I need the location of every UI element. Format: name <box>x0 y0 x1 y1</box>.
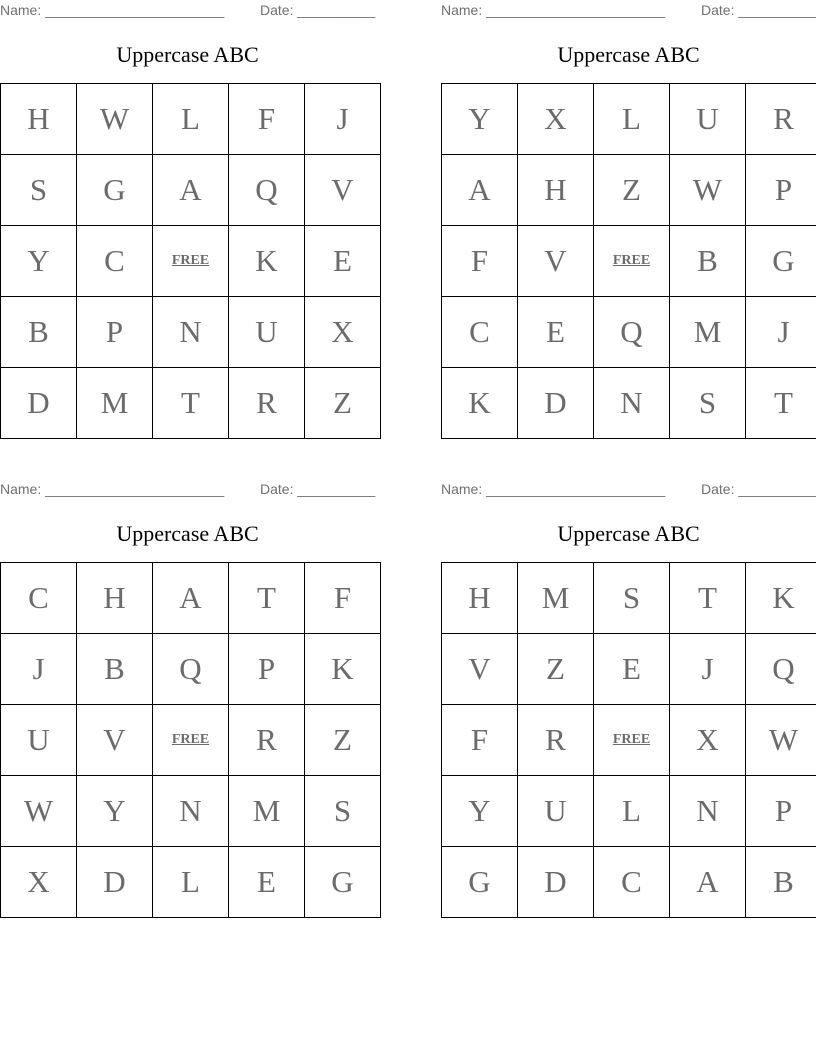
grid-cell[interactable]: Z <box>305 368 381 439</box>
grid-cell[interactable]: C <box>77 226 153 297</box>
grid-cell[interactable]: K <box>229 226 305 297</box>
grid-cell[interactable]: K <box>442 368 518 439</box>
grid-cell[interactable]: Q <box>594 297 670 368</box>
grid-cell[interactable]: E <box>518 297 594 368</box>
grid-row <box>1 776 381 847</box>
card-header <box>441 481 816 499</box>
grid-cell[interactable]: S <box>594 563 670 634</box>
bingo-grid <box>0 83 381 439</box>
date-field[interactable]: Date: __________ <box>701 481 816 497</box>
grid-cell[interactable]: H <box>442 563 518 634</box>
grid-cell[interactable]: D <box>518 368 594 439</box>
grid-cell[interactable]: P <box>746 776 816 847</box>
grid-cell[interactable]: B <box>746 847 816 918</box>
grid-row <box>1 563 381 634</box>
grid-cell[interactable]: V <box>518 226 594 297</box>
grid-cell[interactable]: D <box>518 847 594 918</box>
card-title: Uppercase ABC <box>116 521 259 546</box>
grid-cell[interactable]: W <box>746 705 816 776</box>
grid-cell[interactable]: B <box>670 226 746 297</box>
grid-row <box>1 297 381 368</box>
bingo-grid <box>0 562 381 918</box>
grid-cell[interactable]: A <box>670 847 746 918</box>
grid-cell[interactable]: W <box>670 155 746 226</box>
grid-cell[interactable]: A <box>153 155 229 226</box>
grid-row <box>1 705 381 776</box>
grid-cell[interactable]: Q <box>229 155 305 226</box>
grid-cell[interactable]: P <box>229 634 305 705</box>
grid-cell[interactable]: U <box>1 705 77 776</box>
bingo-grid <box>441 562 816 918</box>
grid-cell[interactable]: L <box>153 847 229 918</box>
grid-cell[interactable]: F <box>442 705 518 776</box>
date-field[interactable]: Date: __________ <box>701 2 816 18</box>
grid-row <box>1 368 381 439</box>
grid-cell[interactable]: Q <box>746 634 816 705</box>
grid-cell[interactable]: P <box>746 155 816 226</box>
grid-cell[interactable]: Z <box>594 155 670 226</box>
grid-cell[interactable]: X <box>518 84 594 155</box>
grid-cell[interactable]: X <box>305 297 381 368</box>
grid-cell[interactable]: X <box>1 847 77 918</box>
name-field[interactable]: Name: _______________________ <box>0 481 225 497</box>
grid-cell[interactable]: Q <box>153 634 229 705</box>
grid-cell[interactable]: F <box>305 563 381 634</box>
card-header <box>0 2 375 20</box>
card-header <box>0 481 375 499</box>
grid-cell[interactable]: B <box>1 297 77 368</box>
grid-cell[interactable]: F <box>229 84 305 155</box>
grid-cell[interactable]: H <box>518 155 594 226</box>
grid-cell[interactable]: C <box>594 847 670 918</box>
grid-row <box>442 705 816 776</box>
free-space-cell[interactable]: FREE <box>594 705 670 776</box>
grid-cell[interactable]: M <box>518 563 594 634</box>
date-field[interactable]: Date: __________ <box>260 481 376 497</box>
grid-cell[interactable]: E <box>229 847 305 918</box>
grid-row <box>442 776 816 847</box>
grid-cell[interactable]: Y <box>442 776 518 847</box>
grid-cell[interactable]: W <box>1 776 77 847</box>
grid-cell[interactable]: R <box>229 368 305 439</box>
grid-row <box>1 847 381 918</box>
grid-row <box>442 226 816 297</box>
grid-cell[interactable]: N <box>594 368 670 439</box>
grid-cell[interactable]: V <box>305 155 381 226</box>
grid-cell[interactable]: S <box>1 155 77 226</box>
grid-row <box>1 84 381 155</box>
name-field[interactable]: Name: _______________________ <box>0 2 225 18</box>
card-title: Uppercase ABC <box>116 42 259 67</box>
card-title: Uppercase ABC <box>557 521 700 546</box>
grid-cell[interactable]: T <box>229 563 305 634</box>
bingo-card-1 <box>0 0 375 435</box>
grid-cell[interactable]: U <box>518 776 594 847</box>
grid-cell[interactable]: E <box>594 634 670 705</box>
grid-cell[interactable]: B <box>77 634 153 705</box>
grid-cell[interactable]: N <box>670 776 746 847</box>
grid-cell[interactable]: Y <box>442 84 518 155</box>
grid-cell[interactable]: M <box>670 297 746 368</box>
grid-cell[interactable]: Y <box>1 226 77 297</box>
bingo-card-4 <box>441 479 816 914</box>
grid-cell[interactable]: R <box>746 84 816 155</box>
grid-cell[interactable]: L <box>594 84 670 155</box>
grid-cell[interactable]: J <box>746 297 816 368</box>
grid-cell[interactable]: K <box>746 563 816 634</box>
grid-cell[interactable]: K <box>305 634 381 705</box>
grid-cell[interactable]: L <box>153 84 229 155</box>
grid-cell[interactable]: M <box>229 776 305 847</box>
grid-cell[interactable]: J <box>305 84 381 155</box>
grid-cell[interactable]: S <box>670 368 746 439</box>
name-field[interactable]: Name: _______________________ <box>441 2 666 18</box>
grid-row <box>1 226 381 297</box>
grid-cell[interactable]: D <box>1 368 77 439</box>
name-field[interactable]: Name: _______________________ <box>441 481 666 497</box>
grid-cell[interactable]: G <box>746 226 816 297</box>
grid-cell[interactable]: F <box>442 226 518 297</box>
grid-cell[interactable]: T <box>670 563 746 634</box>
grid-cell[interactable]: R <box>518 705 594 776</box>
grid-cell[interactable]: T <box>153 368 229 439</box>
grid-cell[interactable]: U <box>229 297 305 368</box>
grid-cell[interactable]: N <box>153 776 229 847</box>
grid-cell[interactable]: P <box>77 297 153 368</box>
grid-row <box>1 634 381 705</box>
grid-cell[interactable]: S <box>305 776 381 847</box>
grid-cell[interactable]: X <box>670 705 746 776</box>
free-space-cell[interactable]: FREE <box>153 705 229 776</box>
grid-cell[interactable]: U <box>670 84 746 155</box>
grid-row <box>442 84 816 155</box>
grid-cell[interactable]: V <box>77 705 153 776</box>
grid-cell[interactable]: G <box>77 155 153 226</box>
grid-cell[interactable]: T <box>746 368 816 439</box>
grid-cell[interactable]: H <box>1 84 77 155</box>
grid-row <box>442 155 816 226</box>
grid-cell[interactable]: Z <box>518 634 594 705</box>
grid-cell[interactable]: G <box>305 847 381 918</box>
grid-cell[interactable]: J <box>670 634 746 705</box>
grid-cell[interactable]: J <box>1 634 77 705</box>
card-header <box>441 2 816 20</box>
free-space-cell[interactable]: FREE <box>594 226 670 297</box>
bingo-grid <box>441 83 816 439</box>
grid-cell[interactable]: C <box>442 297 518 368</box>
grid-cell[interactable]: R <box>229 705 305 776</box>
grid-row <box>442 297 816 368</box>
grid-cell[interactable]: Z <box>305 705 381 776</box>
grid-cell[interactable]: H <box>77 563 153 634</box>
grid-row <box>442 847 816 918</box>
free-space-cell[interactable]: FREE <box>153 226 229 297</box>
bingo-card-2 <box>441 0 816 435</box>
grid-cell[interactable]: M <box>77 368 153 439</box>
grid-cell[interactable]: A <box>153 563 229 634</box>
grid-cell[interactable]: L <box>594 776 670 847</box>
grid-cell[interactable]: Y <box>77 776 153 847</box>
grid-cell[interactable]: A <box>442 155 518 226</box>
grid-cell[interactable]: C <box>1 563 77 634</box>
grid-row <box>442 563 816 634</box>
grid-row <box>442 634 816 705</box>
grid-cell[interactable]: D <box>77 847 153 918</box>
grid-row <box>442 368 816 439</box>
grid-cell[interactable]: G <box>442 847 518 918</box>
grid-cell[interactable]: W <box>77 84 153 155</box>
grid-cell[interactable]: N <box>153 297 229 368</box>
grid-cell[interactable]: V <box>442 634 518 705</box>
grid-cell[interactable]: E <box>305 226 381 297</box>
card-title: Uppercase ABC <box>557 42 700 67</box>
bingo-card-3 <box>0 479 375 914</box>
grid-row <box>1 155 381 226</box>
date-field[interactable]: Date: __________ <box>260 2 376 18</box>
